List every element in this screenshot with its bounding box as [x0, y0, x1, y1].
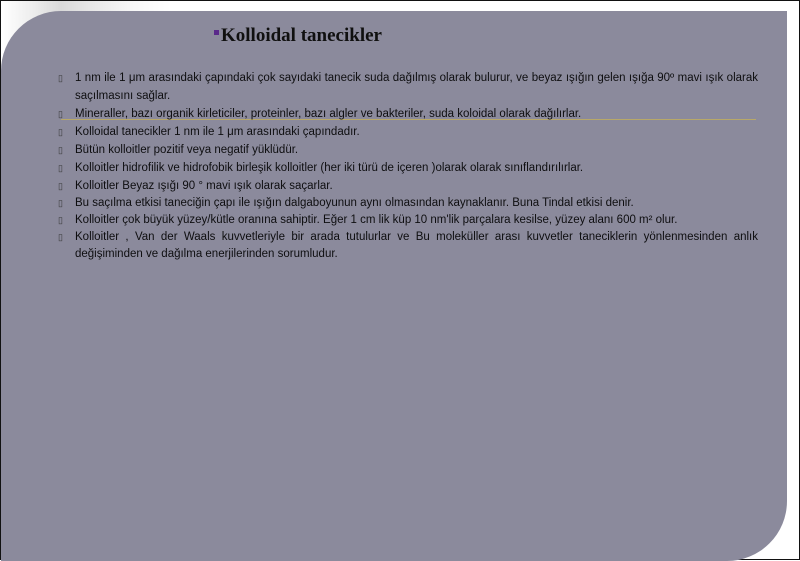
bullet-marker-icon: ▯ — [58, 163, 63, 173]
bullet-list — [58, 69, 758, 263]
title-bullet-icon — [214, 30, 219, 35]
bullet-item — [58, 123, 758, 141]
bullet-item — [58, 105, 758, 123]
bullet-text: 1 nm ile 1 μm arasındaki çapındaki çok sayıdaki tanecik suda dağılmış olarak bulurur, ve beyaz ışığın gelen ışığa 90º mavi ışık olarak saçılmasını sağlar. — [75, 72, 758, 102]
bullet-item — [58, 195, 758, 212]
slide-title — [214, 25, 382, 47]
bullet-item — [58, 177, 758, 195]
bullet-marker-icon: ▯ — [58, 215, 63, 225]
bullet-marker-icon: ▯ — [58, 145, 63, 155]
bullet-marker-icon: ▯ — [58, 109, 63, 119]
bullet-text: Kolloitler Beyaz ışığı 90 ° mavi ışık olarak saçarlar. — [75, 180, 333, 192]
bullet-marker-icon: ▯ — [58, 181, 63, 191]
bullet-item — [58, 212, 758, 229]
bullet-text: Kolloitler , Van der Waals kuvvetleriyle bir arada tutulurlar ve Bu moleküller arası kuvvetler taneciklerin yönlenmesinden anlık değişiminden ve dağılma enerjilerinden sorumludur. — [75, 231, 758, 260]
bullet-marker-icon: ▯ — [58, 127, 63, 137]
bullet-text: Bütün kolloitler pozitif veya negatif yüklüdür. — [75, 144, 299, 156]
bullet-item — [58, 229, 758, 263]
bullet-item — [58, 69, 758, 105]
bullet-item — [58, 159, 758, 177]
bullet-text: Bu saçılma etkisi taneciğin çapı ile ışığın dalgaboyunun aynı olmasından kaynaklanır. Buna Tindal etkisi denir. — [75, 197, 634, 209]
bullet-text: Kolloitler hidrofilik ve hidrofobik birleşik kolloitler (her iki türü de içeren )olarak olarak sınıflandırılırlar. — [75, 162, 584, 174]
bullet-text: Mineraller, bazı organik kirleticiler, proteinler, bazı algler ve bakteriler, suda koloidal olarak dağılırlar. — [75, 108, 582, 120]
slide-title-text: Kolloidal tanecikler — [221, 25, 382, 46]
bullet-marker-icon: ▯ — [58, 198, 63, 208]
bullet-marker-icon: ▯ — [58, 232, 63, 242]
bullet-item — [58, 141, 758, 159]
bullet-marker-icon: ▯ — [58, 73, 63, 83]
bullet-text: Kolloidal tanecikler 1 nm ile 1 μm arasındaki çapındadır. — [75, 126, 360, 138]
bullet-text: Kolloitler çok büyük yüzey/kütle oranına sahiptir. Eğer 1 cm lik küp 10 nm'lik parçalara kesilse, yüzey alanı 600 m² olur. — [75, 214, 678, 226]
